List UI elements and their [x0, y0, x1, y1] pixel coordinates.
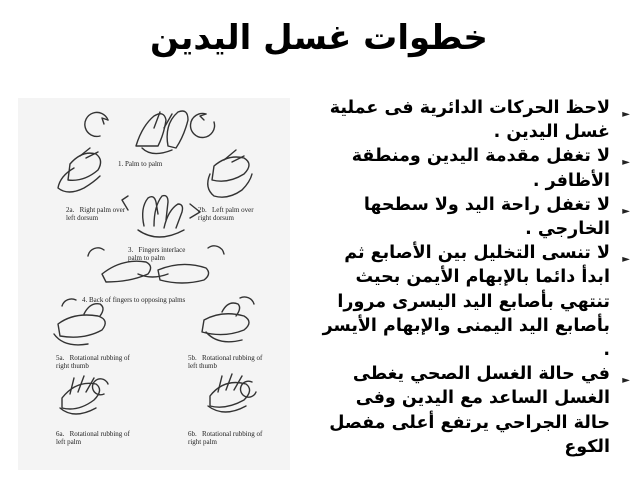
hands-left-over-right-icon	[208, 150, 252, 197]
list-item	[314, 96, 630, 144]
handwashing-drawing	[18, 98, 290, 470]
thumb-rubbing-left-icon	[202, 303, 249, 342]
list-item-text: في حالة الغسل الصحي يغطى الغسل الساعد مع اليدين وفى حالة الجراحي يرتفع أعلى مفصل الكوع	[329, 364, 610, 457]
list-item	[314, 144, 630, 192]
page-title: خطوات غسل اليدين	[150, 18, 488, 58]
triangle-right-icon: ►	[622, 205, 630, 217]
caption-step-6b: 6b. Rotational rubbing of right palm	[188, 430, 263, 446]
rotation-arrow-icon	[191, 113, 215, 137]
caption-step-3: 3. Fingers interlace palm to palm	[128, 246, 186, 262]
thumb-rubbing-right-icon	[54, 304, 105, 345]
triangle-right-icon: ►	[622, 157, 630, 169]
caption-step-5b: 5b. Rotational rubbing of left thumb	[188, 354, 263, 370]
caption-step-6a: 6a. Rotational rubbing of left palm	[56, 430, 130, 446]
triangle-right-icon: ►	[622, 109, 630, 120]
hands-right-over-left-icon	[58, 148, 101, 192]
handwashing-steps-illustration	[18, 98, 290, 470]
list-item-text: لاحظ الحركات الدائرية فى عملية غسل اليدين .	[329, 98, 610, 143]
list-item-text: لا تغفل مقدمة اليدين ومنطقة الأظافر .	[351, 146, 610, 191]
caption-step-2a: 2a. Right palm over left dorsum	[66, 206, 126, 222]
list-item	[314, 241, 630, 362]
back-of-fingers-icon	[102, 261, 209, 283]
list-item-text: لا تغفل راحة اليد ولا سطحها الخارجي .	[363, 194, 610, 240]
triangle-right-icon: ►	[622, 375, 630, 387]
caption-step-1: 1. Palm to palm	[118, 160, 163, 168]
list-item	[314, 193, 630, 241]
hands-palm-to-palm-icon	[136, 111, 188, 154]
list-item	[314, 362, 630, 459]
handwashing-tips-list	[314, 96, 630, 459]
caption-step-2b: 2b. Left palm over right dorsum	[198, 206, 254, 222]
triangle-right-icon: ►	[622, 254, 630, 266]
palm-rubbing-right-icon	[208, 374, 250, 412]
list-item-text: لا تنسى التخليل بين الأصابع ثم ابدأ دائما بالإبهام الأيمن بحيث تنتهي بأصابع اليد اليسرى مرورا بأصابع اليد اليمنى والإبهام الأيسر .	[322, 243, 610, 361]
caption-step-4: 4. Back of fingers to opposing palms	[82, 296, 186, 304]
fingers-interlace-icon	[138, 196, 184, 237]
caption-step-5a: 5a. Rotational rubbing of right thumb	[56, 354, 130, 370]
